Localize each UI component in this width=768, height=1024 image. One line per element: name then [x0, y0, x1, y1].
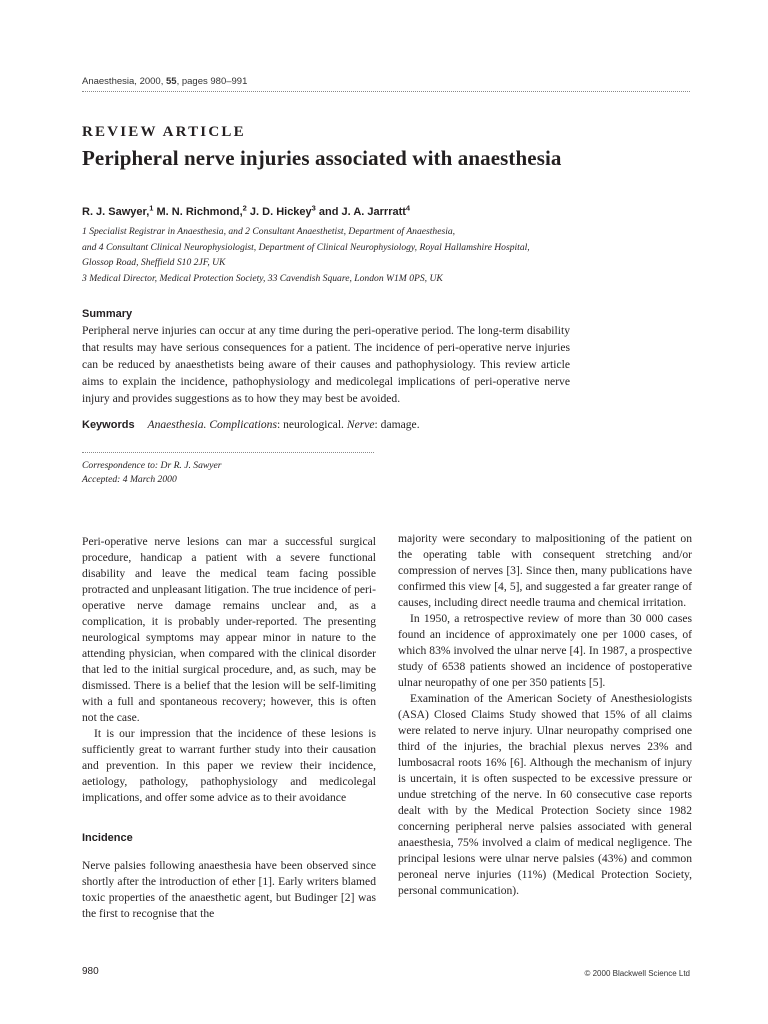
summary-text: Peripheral nerve injuries can occur at any time during the peri-operative period. The long-term disability that results may have serious consequences for a patient. The incidence of peri-operative nerve injuries can be reduced by anaesthetists being aware of their causes and pathophysiology. This review article aims to explain the incidence, pathophysiology and medicolegal implications of peri-operative nerve injury and provides suggestions as to how they may best be avoided. — [82, 324, 570, 405]
article-title: Peripheral nerve injuries associated with anaesthesia — [82, 146, 562, 170]
keyword-2-rest: : neurological. — [276, 418, 344, 431]
correspondence-block — [82, 459, 222, 487]
paragraph: Peri-operative nerve lesions can mar a successful surgical procedure, handicap a patient with a severe functional disability and leave the medical team facing possible protracted and unpleasant litigation. The true incidence of peri-operative nerve damage remains unclear and, as a complication, it is probably under-reported. The presenting neurological symptoms may appear minor in nature to the attending physician, when compared with the clinical disorder that led to the initial surgical procedure, and, as such, may be dismissed. There is a belief that the lesion will be self-limiting with a full and spontaneous recovery; however, this is often not the case. — [82, 535, 376, 724]
copyright-notice: © 2000 Blackwell Science Ltd — [584, 969, 690, 978]
author-list — [82, 203, 410, 218]
author-4: and J. A. Jarrratt$^4$ — [318, 203, 411, 218]
affiliations — [82, 224, 692, 286]
keyword-2: Complications — [209, 418, 277, 431]
affiliation-line: 1 Specialist Registrar in Anaesthesia, and 2 Consultant Anaesthetist, Department of Anaesthesia, — [82, 226, 456, 237]
body-column-right — [398, 531, 692, 899]
affiliation-line: and 4 Consultant Clinical Neurophysiologist, Department of Clinical Neurophysiology, Royal Hallamshire Hospital, — [82, 241, 530, 253]
accepted-date: Accepted: 4 March 2000 — [82, 474, 177, 485]
affiliation-line: 3 Medical Director, Medical Protection Society, 33 Cavendish Square, London W1M 0PS, UK — [82, 272, 443, 284]
journal-year: 2000, — [139, 76, 164, 87]
running-head — [82, 76, 247, 87]
author-1: R. J. Sawyer,$^1$ — [82, 203, 154, 218]
keyword-3: Nerve — [346, 418, 375, 431]
correspondence: Correspondence to: Dr R. J. Sawyer — [82, 460, 222, 471]
paragraph: Examination of the American Society of Anesthesiologists (ASA) Closed Claims Study showed that 15% of all claims were related to nerve injury. Ulnar neuropathy comprised one third of the injuries, the brachial plexus nerves 23% and lumbosacral roots 16% [6]. Although the mechanism of injury is uncertain, it is often suspected to be excessive pressure or undue stretching of the nerve. In 60 consecutive case reports dealt with by the Medical Protection Society since 1982 concerning peripheral nerve palsies associated with general anaesthesia, 75% involved a claim of medical negligence. The principal lesions were ulnar nerve palsies (43%) and common peroneal nerve injuries (11%) (Medical Protection Society, personal communication). — [398, 692, 692, 897]
keywords — [82, 418, 420, 431]
section-heading-incidence: Incidence — [82, 832, 133, 844]
journal-name: Anaesthesia, — [82, 76, 137, 87]
author-3: J. D. Hickey$^3$ — [249, 203, 316, 218]
article-type: REVIEW ARTICLE — [82, 124, 246, 140]
journal-pages: , pages 980–991 — [176, 76, 248, 87]
paragraph: In 1950, a retrospective review of more than 30 000 cases found an incidence of approximately one per 1000 cases, of which 83% involved the ulnar nerve [4]. In 1987, a prospective study of 6538 patients showed an incidence of postoperative ulnar neuropathy of one per 350 patients [5]. — [398, 612, 692, 689]
page-number: 980 — [82, 966, 99, 977]
body-column-left — [82, 534, 376, 922]
journal-volume: 55 — [166, 76, 177, 87]
keywords-label: Keywords — [82, 419, 135, 431]
author-2: M. N. Richmond,$^2$ — [156, 203, 247, 218]
paragraph: Nerve palsies following anaesthesia have been observed since shortly after the introduction of ether [1]. Early writers blamed toxic properties of the anaesthetic agent, but Budinger [2] was the first to recognise that the — [82, 859, 376, 920]
correspondence-divider — [82, 452, 374, 453]
summary-heading: Summary — [82, 308, 133, 320]
keyword-1: Anaesthesia. — [147, 418, 207, 431]
affiliation-line: Glossop Road, Sheffield S10 2JF, UK — [82, 257, 226, 268]
paragraph: majority were secondary to malpositioning of the patient on the operating table with consequent stretching and/or compression of nerves [3]. Since then, many publications have confirmed this view [4, 5], and suggested a far greater range of causes, including direct needle trauma and chemical irritation. — [398, 532, 692, 609]
header-divider — [82, 91, 690, 92]
paragraph: It is our impression that the incidence of these lesions is sufficiently great to warrant further study into their causation and prevention. In this paper we review their incidence, aetiology, pathology, pathophysiology and medicolegal implications, and offer some advice as to their avoidance — [82, 727, 376, 804]
keyword-3-rest: : damage. — [374, 418, 420, 431]
